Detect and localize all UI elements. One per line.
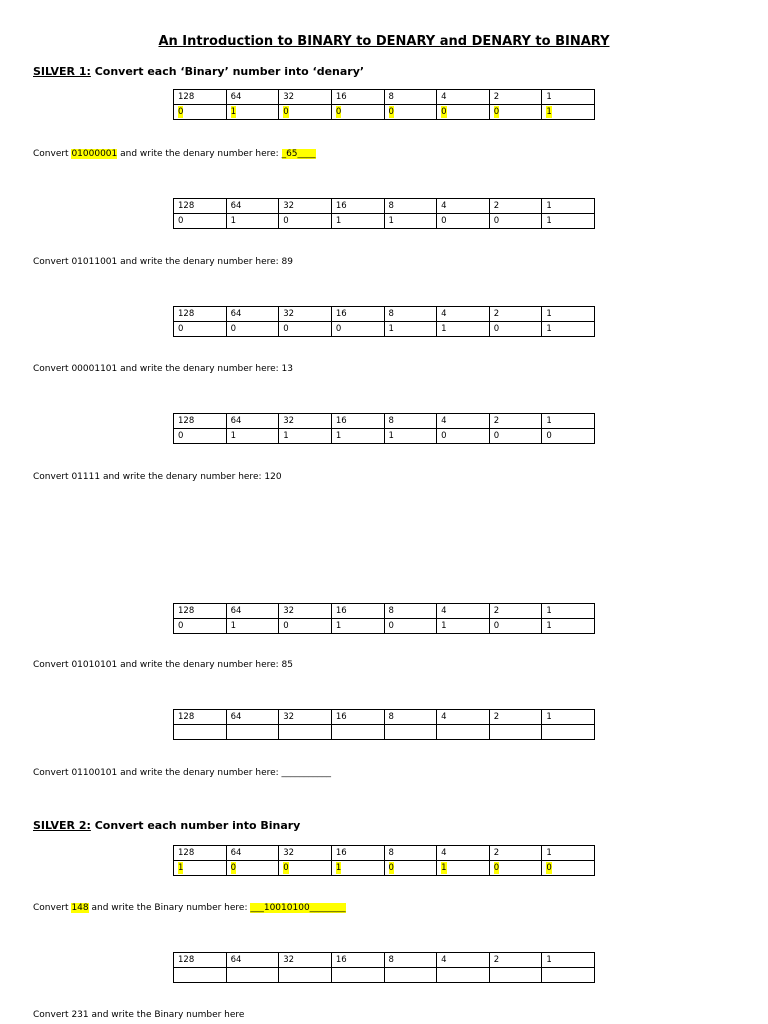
bit-cell: 1 xyxy=(226,429,279,444)
bit-cell[interactable] xyxy=(174,725,227,740)
bit-cell xyxy=(331,105,384,120)
bit-cell: 0 xyxy=(279,619,332,634)
place-value-cell: 32 xyxy=(279,199,332,214)
binary-table xyxy=(173,845,595,876)
place-value-cell: 128 xyxy=(174,199,227,214)
bit-value: 0 xyxy=(388,107,394,117)
place-value-row xyxy=(174,846,595,861)
bit-cell: 1 xyxy=(331,619,384,634)
bit-cell: 0 xyxy=(226,322,279,337)
place-value-cell: 2 xyxy=(489,414,542,429)
place-value-cell: 16 xyxy=(331,604,384,619)
bit-row xyxy=(174,322,595,337)
bit-cell: 1 xyxy=(331,429,384,444)
bit-cell: 1 xyxy=(331,214,384,229)
place-value-cell: 8 xyxy=(384,307,437,322)
answer-field[interactable]: ___10010100________ xyxy=(250,903,346,913)
place-value-cell: 2 xyxy=(489,604,542,619)
place-value-cell: 2 xyxy=(489,90,542,105)
binary-table xyxy=(173,603,595,634)
place-value-cell: 2 xyxy=(489,953,542,968)
bit-cell: 0 xyxy=(489,322,542,337)
section-instruction: Convert each ‘Binary’ number into ‘denary’ xyxy=(90,65,365,78)
place-value-cell: 1 xyxy=(542,307,595,322)
bit-cell: 0 xyxy=(489,619,542,634)
bit-cell xyxy=(542,105,595,120)
bit-cell: 0 xyxy=(331,322,384,337)
bit-cell xyxy=(279,105,332,120)
bit-row xyxy=(174,725,595,740)
place-value-cell: 32 xyxy=(279,846,332,861)
place-value-cell: 1 xyxy=(542,90,595,105)
place-value-cell: 16 xyxy=(331,90,384,105)
place-value-cell: 8 xyxy=(384,953,437,968)
place-value-cell: 2 xyxy=(489,199,542,214)
bit-cell xyxy=(331,861,384,876)
place-value-cell: 128 xyxy=(174,604,227,619)
question-line: Convert 231 and write the Binary number here xyxy=(33,1010,245,1020)
place-value-cell: 8 xyxy=(384,710,437,725)
bit-value: 1 xyxy=(546,107,552,117)
question-line xyxy=(33,149,316,159)
place-value-row xyxy=(174,307,595,322)
bit-cell: 0 xyxy=(489,429,542,444)
bit-cell[interactable] xyxy=(489,725,542,740)
place-value-cell: 2 xyxy=(489,307,542,322)
place-value-cell: 16 xyxy=(331,414,384,429)
bit-cell[interactable] xyxy=(279,725,332,740)
question-line: Convert 01100101 and write the denary number here: ___________ xyxy=(33,768,332,778)
bit-cell[interactable] xyxy=(331,968,384,983)
highlighted-value: 148 xyxy=(71,903,89,913)
section-instruction: Convert each number into Binary xyxy=(90,819,301,832)
bit-cell: 0 xyxy=(174,429,227,444)
bit-value: 0 xyxy=(178,107,184,117)
question-line: Convert 01011001 and write the denary number here: 89 xyxy=(33,257,293,267)
bit-value: 0 xyxy=(230,863,237,873)
place-value-cell: 16 xyxy=(331,710,384,725)
binary-table xyxy=(173,952,595,983)
answer-field[interactable]: _65____ xyxy=(281,149,316,159)
bit-row xyxy=(174,861,595,876)
place-value-cell: 2 xyxy=(489,846,542,861)
bit-cell xyxy=(437,105,490,120)
place-value-cell: 4 xyxy=(437,846,490,861)
bit-row xyxy=(174,105,595,120)
bit-cell: 0 xyxy=(542,429,595,444)
place-value-cell: 4 xyxy=(437,307,490,322)
binary-table xyxy=(173,413,595,444)
bit-cell: 1 xyxy=(542,322,595,337)
bit-value: 0 xyxy=(546,863,552,873)
bit-cell[interactable] xyxy=(331,725,384,740)
place-value-cell: 2 xyxy=(489,710,542,725)
section-label: SILVER 2: xyxy=(33,819,91,832)
bit-value: 1 xyxy=(335,863,342,873)
place-value-row xyxy=(174,199,595,214)
bit-cell: 0 xyxy=(174,619,227,634)
bit-cell[interactable] xyxy=(542,968,595,983)
place-value-cell: 8 xyxy=(384,199,437,214)
bit-cell: 1 xyxy=(542,619,595,634)
bit-cell xyxy=(489,861,542,876)
bit-cell xyxy=(489,105,542,120)
bit-cell: 1 xyxy=(437,322,490,337)
bit-cell[interactable] xyxy=(174,968,227,983)
place-value-cell: 8 xyxy=(384,90,437,105)
question-line xyxy=(33,903,346,913)
bit-value: 0 xyxy=(335,107,342,117)
question-prefix: Convert xyxy=(33,903,72,913)
page-title: An Introduction to BINARY to DENARY and DENARY to BINARY xyxy=(158,34,610,49)
bit-cell xyxy=(226,105,279,120)
place-value-cell: 64 xyxy=(226,414,279,429)
bit-value: 0 xyxy=(493,863,500,873)
place-value-cell: 1 xyxy=(542,414,595,429)
place-value-row xyxy=(174,90,595,105)
place-value-cell: 1 xyxy=(542,604,595,619)
bit-row xyxy=(174,429,595,444)
section-label: SILVER 1: xyxy=(33,65,91,78)
bit-row xyxy=(174,619,595,634)
question-line: Convert 01111 and write the denary number here: 120 xyxy=(33,472,282,482)
place-value-cell: 128 xyxy=(174,307,227,322)
place-value-cell: 64 xyxy=(226,307,279,322)
place-value-cell: 8 xyxy=(384,604,437,619)
section-heading-silver-2 xyxy=(33,819,300,832)
place-value-row xyxy=(174,604,595,619)
place-value-cell: 4 xyxy=(437,90,490,105)
place-value-cell: 128 xyxy=(174,846,227,861)
place-value-cell: 64 xyxy=(226,846,279,861)
bit-cell[interactable] xyxy=(489,968,542,983)
place-value-cell: 128 xyxy=(174,953,227,968)
binary-table xyxy=(173,709,595,740)
place-value-cell: 32 xyxy=(279,710,332,725)
bit-cell[interactable] xyxy=(384,725,437,740)
section-heading-silver-1 xyxy=(33,65,364,78)
place-value-cell: 32 xyxy=(279,953,332,968)
place-value-cell: 32 xyxy=(279,414,332,429)
bit-cell xyxy=(226,861,279,876)
bit-cell: 0 xyxy=(437,429,490,444)
bit-cell xyxy=(174,861,227,876)
bit-value: 0 xyxy=(283,107,289,117)
question-line: Convert 00001101 and write the denary number here: 13 xyxy=(33,364,293,374)
place-value-cell: 64 xyxy=(226,604,279,619)
bit-cell[interactable] xyxy=(279,968,332,983)
binary-table xyxy=(173,89,595,120)
bit-cell: 1 xyxy=(279,429,332,444)
bit-cell: 0 xyxy=(384,619,437,634)
binary-table xyxy=(173,198,595,229)
bit-cell: 1 xyxy=(226,619,279,634)
bit-value: 0 xyxy=(441,107,447,117)
place-value-cell: 8 xyxy=(384,414,437,429)
bit-cell xyxy=(542,861,595,876)
place-value-cell: 4 xyxy=(437,953,490,968)
place-value-cell: 16 xyxy=(331,846,384,861)
place-value-cell: 64 xyxy=(226,710,279,725)
place-value-cell: 64 xyxy=(226,90,279,105)
bit-cell: 1 xyxy=(384,214,437,229)
place-value-cell: 1 xyxy=(542,953,595,968)
bit-cell: 1 xyxy=(384,322,437,337)
bit-cell: 1 xyxy=(384,429,437,444)
place-value-cell: 4 xyxy=(437,710,490,725)
bit-cell: 1 xyxy=(437,619,490,634)
bit-cell[interactable] xyxy=(226,725,279,740)
question-instruction: and write the denary number here: xyxy=(117,149,282,159)
bit-cell: 1 xyxy=(226,214,279,229)
bit-cell xyxy=(279,861,332,876)
bit-cell xyxy=(174,105,227,120)
bit-cell: 0 xyxy=(279,322,332,337)
bit-row xyxy=(174,214,595,229)
place-value-row xyxy=(174,710,595,725)
place-value-row xyxy=(174,953,595,968)
place-value-cell: 4 xyxy=(437,414,490,429)
bit-cell: 0 xyxy=(279,214,332,229)
bit-cell[interactable] xyxy=(437,725,490,740)
bit-cell[interactable] xyxy=(542,725,595,740)
bit-cell xyxy=(384,861,437,876)
question-prefix: Convert xyxy=(33,149,72,159)
place-value-cell: 4 xyxy=(437,199,490,214)
bit-cell: 0 xyxy=(489,214,542,229)
place-value-row xyxy=(174,414,595,429)
place-value-cell: 4 xyxy=(437,604,490,619)
bit-value: 1 xyxy=(230,107,237,117)
place-value-cell: 1 xyxy=(542,710,595,725)
place-value-cell: 32 xyxy=(279,307,332,322)
place-value-cell: 128 xyxy=(174,710,227,725)
bit-cell: 0 xyxy=(174,322,227,337)
binary-table xyxy=(173,306,595,337)
question-line: Convert 01010101 and write the denary number here: 85 xyxy=(33,660,293,670)
bit-cell: 0 xyxy=(174,214,227,229)
bit-cell: 0 xyxy=(437,214,490,229)
bit-value: 0 xyxy=(388,863,394,873)
bit-cell: 1 xyxy=(542,214,595,229)
bit-value: 0 xyxy=(493,107,500,117)
place-value-cell: 1 xyxy=(542,199,595,214)
place-value-cell: 16 xyxy=(331,199,384,214)
question-instruction: and write the Binary number here: xyxy=(88,903,251,913)
bit-cell[interactable] xyxy=(226,968,279,983)
place-value-cell: 16 xyxy=(331,307,384,322)
bit-value: 0 xyxy=(283,863,289,873)
bit-value: 1 xyxy=(441,863,447,873)
bit-value: 1 xyxy=(178,863,184,873)
place-value-cell: 64 xyxy=(226,953,279,968)
highlighted-value: 01000001 xyxy=(71,149,118,159)
bit-cell[interactable] xyxy=(384,968,437,983)
place-value-cell: 128 xyxy=(174,90,227,105)
place-value-cell: 128 xyxy=(174,414,227,429)
place-value-cell: 64 xyxy=(226,199,279,214)
place-value-cell: 32 xyxy=(279,604,332,619)
place-value-cell: 1 xyxy=(542,846,595,861)
bit-cell xyxy=(437,861,490,876)
bit-cell[interactable] xyxy=(437,968,490,983)
bit-row xyxy=(174,968,595,983)
place-value-cell: 32 xyxy=(279,90,332,105)
place-value-cell: 16 xyxy=(331,953,384,968)
place-value-cell: 8 xyxy=(384,846,437,861)
bit-cell xyxy=(384,105,437,120)
